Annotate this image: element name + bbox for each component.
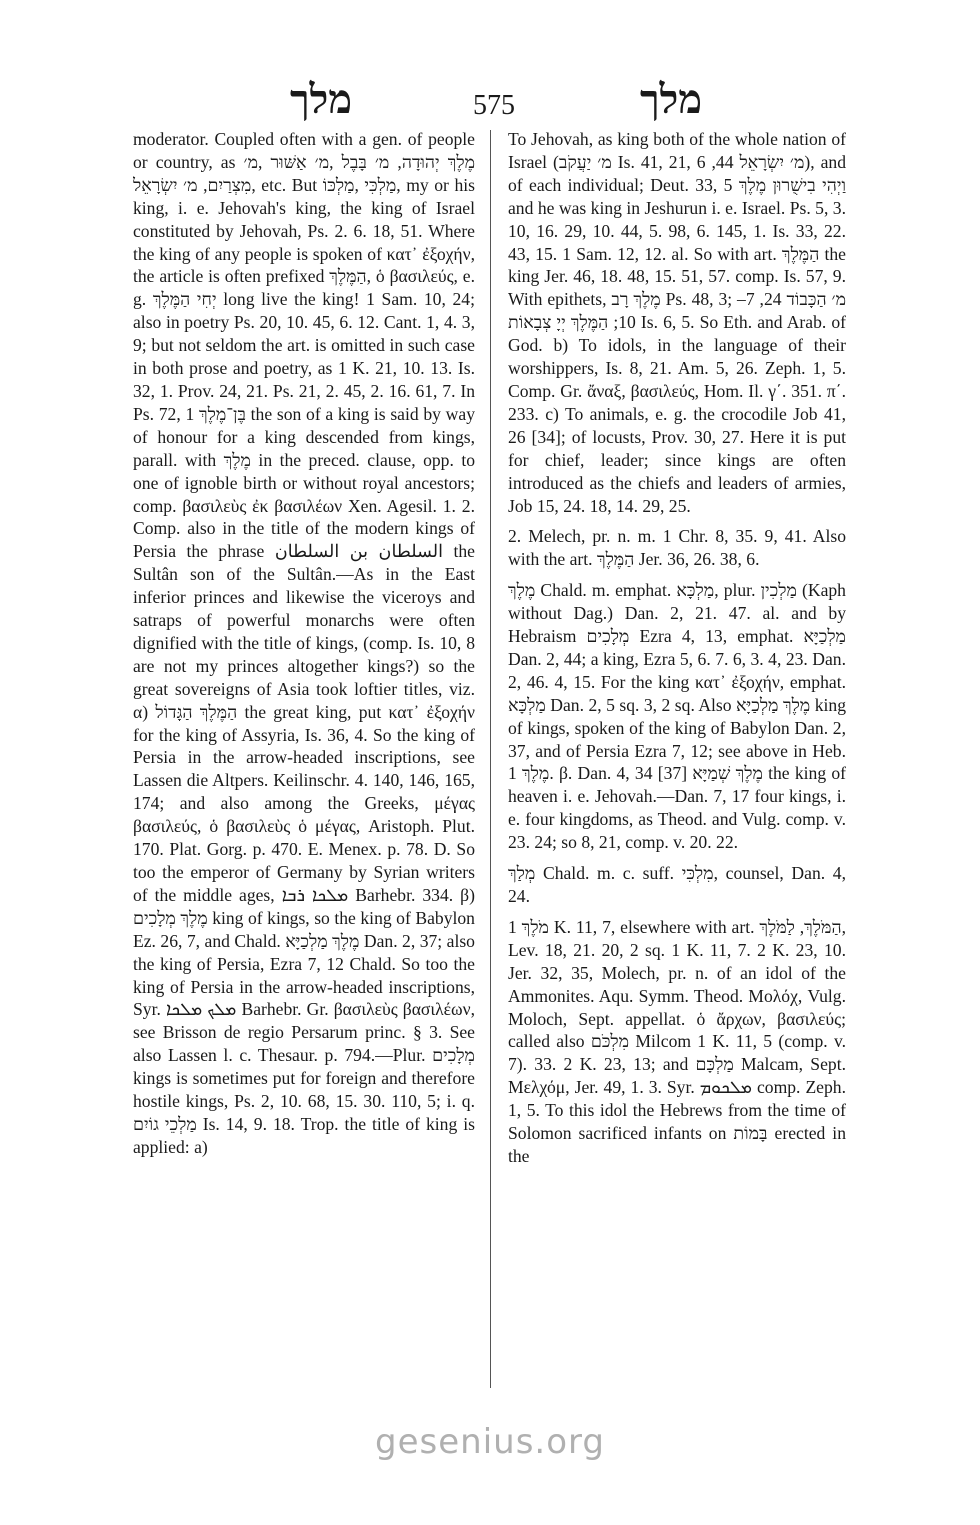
- entry-melech-prn: 2. Melech, pr. n. m. 1 Chr. 8, 35. 9, 41. Also with the art. הַמֶּלֶךְ Jer. 36, 26. 38, 6.: [508, 526, 846, 570]
- right-column: [508, 128, 846, 1390]
- left-column: [133, 128, 475, 1390]
- entry-melech-trop: To Jehovah, as king both of the whole nation of Israel (מ׳ יַעֲקֹב Is. 41, 21, מ׳ יִשְׂרָאֵל 44, 6), and of each individual; Deut. 33, 5 וַיְהִי בִישֻׁרוּן מֶלֶךְ and he was king in Jeshurun i. e. Israel. Ps. 5, 3. 10, 16. 29, 10. 44, 5. 98, 6. 145, 1. Is. 33, 22. 43, 15. 1 Sam. 12, 12. al. So with art. הַמֶּלֶךְ the king Jer. 46, 18. 48, 15. 51, 57. comp. Is. 57, 9. With epithets, מֶלֶךְ רָב Ps. 48, 3; מ׳ הַכָּבוֹד 24, 7–10; הַמֶּלֶךְ יְיָ צְבָאוֹת Is. 6, 5. So Eth. and Arab. of God. b) To idols, in the language of their worshippers, Is. 8, 21. Am. 5, 26. Zeph. 1, 5. Comp. Gr. ἄναξ, βασιλεύς, Hom. Il. γ΄. 351. π΄. 233. c) To animals, e. g. the crocodile Job 41, 26 [34]; of locusts, Prov. 30, 27. Here it is put for chief, leader; since kings are often introduced as the chiefs and leaders of armies, Job 15, 24. 18, 14. 29, 25.: [508, 129, 846, 516]
- watermark: gesenius.org: [375, 1422, 605, 1462]
- entry-melech-counsel: מְלַךְ Chald. m. c. suff. מִלְכִּי, counsel, Dan. 4, 24.: [508, 863, 846, 906]
- header-right-word: מלך: [640, 77, 703, 122]
- column-divider: [490, 130, 491, 1388]
- entry-molech: מֹלֶךְ 1 K. 11, 7, elsewhere with art. הַמֹּלֶךְ, לַמֹּלֶךְ, Lev. 18, 21. 20, 2 sq. 1 K. 11, 7. 2 K. 23, 10. Jer. 32, 35, Molech, pr. n. of an idol of the Ammonites. Aqu. Symm. Theod. Μολόχ, Vulg. Moloch, Sept. appellat. ὁ ἄρχων, βασιλεύς; called also מִלְכֹּם Milcom 1 K. 11, 5 (comp. v. 7). 33. 2 K. 23, 13; and מַלְכָּם Malcam, Sept. Μελχόμ, Jer. 49, 1. 3. Syr. ܡܠܟܘܡ comp. Zeph. 1, 5. To this idol the Hebrews from the time of Solomon sacrificed infants on בָּמוֹת erected in the: [508, 916, 846, 1166]
- entry-melech-chald: מֶלֶךְ Chald. m. emphat. מַלְכָּא, plur. מַלְכִין (Kaph without Dag.) Dan. 2, 21. 47. al. and by Hebraism מְלָכִים Ezra 4, 13, emphat. מַלְכַיָּא Dan. 2, 44; a king, Ezra 5, 6. 7. 6, 3. 4, 23. Dan. 2, 46. 4, 15. For the king κατ᾽ ἐξοχήν, emphat. מַלְכָּא Dan. 2, 5 sq. 3, 2 sq. Also מֶלֶךְ מַלְכַיָּא king of kings, spoken of the king of Babylon Dan. 2, 37, and of Persia Ezra 7, 12; see above in Heb. מֶלֶךְ 1. β. Dan. 4, 34 [37] מֶלֶךְ שְׁמַיָּא the king of heaven i. e. Jehovah.—Dan. 7, 17 four kings, i. e. four kingdoms, as Theod. and Vulg. comp. v. 23. 24; so 8, 21, comp. v. 20. 22.: [508, 580, 846, 853]
- left-column-text: moderator. Coupled often with a gen. of people or country, as מֶלֶךְ יְהוּדָה, מ׳ בָּבֶל ,מ׳ אַשּׁוּר ,מ׳ מִצְרַיִם, מ׳ יִשְׂרָאֵל, etc. But מַלְכִּי ,מַלְכּוֹ, my or his king, i. e. Jehovah's king, the king of Israel constituted by Jehovah, Ps. 2. 6. 18, 51. Where the king of any people is spoken of κατ᾽ ἐξοχήν, the article is often prefixed הַמֶּלֶךְ, ὁ βασιλεύς, e. g. יְחִי הַמֶּלֶךְ long live the king! 1 Sam. 10, 24; also in poetry Ps. 20, 10. 45, 6. 12. Cant. 1, 4. 3, 9; but not seldom the art. is omitted in such case in both prose and poetry, as 1 K. 21, 10. 13. Is. 32, 1. Prov. 24, 21. Ps. 21, 2. 45, 2. 16. 61, 7. In Ps. 72, 1 בֶּן־מֶלֶךְ the son of a king is said by way of honour for a king descended from kings, parall. with מֶלֶךְ in the preced. clause, opp. to one of ignoble birth or without royal ancestors; comp. βασιλεὺς ἐκ βασιλέων Xen. Agesil. 1. 2. Comp. also in the title of the modern kings of Persia the phrase السلطان بن السلطان the Sultân son of the Sultân.—As in the East inferior princes and likewise the viceroys and satraps of powerful monarchs were often dignified with the title of kings, (comp. Is. 10, 8 are not my princes altogether kings?) so the great sovereigns of Asia took loftier titles, viz. α) הַמֶּלֶךְ הַגָּדוֹל the great king, put κατ᾽ ἐξοχήν for the king of Assyria, Is. 36, 4. So the king of Persia in the arrow-headed inscriptions, see Lassen die Altpers. Keilinschr. 4. 140, 146, 165, 174; and also among the Greeks, μέγας βασιλεύς, ὁ βασιλεὺς ὁ μέγας, Aristoph. Plut. 170. Plat. Gorg. p. 470. E. Menex. p. 78. D. So too the emperor of Germany by Syrian writers of the middle ages, ܡܠܟܐ ܪܒܐ Barhebr. 334. β) מֶלֶךְ מְלָכִים king of kings, so the king of Babylon Ez. 26, 7, and Chald. מֶלֶךְ מַלְכַיָּא Dan. 2, 37; also the king of Persia, Ezra 7, 12 Chald. So too the king of Persia in the arrow-headed inscriptions, Syr. ܡܠܟ ܡܠܟܐ Barhebr. Gr. βασιλεὺς βασιλέων, see Brisson de regio Persarum princ. § 3. See also Lassen l. c. Thesaur. p. 794.—Plur. מְלָכִים kings is sometimes put for foreign and therefore hostile kings, Ps. 2, 10. 68, 15. 30. 110, 5; i. q. מַלְכֵי גוֹיִם Is. 14, 9. 18. Trop. the title of king is applied: a): [133, 129, 475, 1157]
- header-left-word: מלך: [290, 77, 353, 122]
- page-number: 575: [473, 90, 515, 121]
